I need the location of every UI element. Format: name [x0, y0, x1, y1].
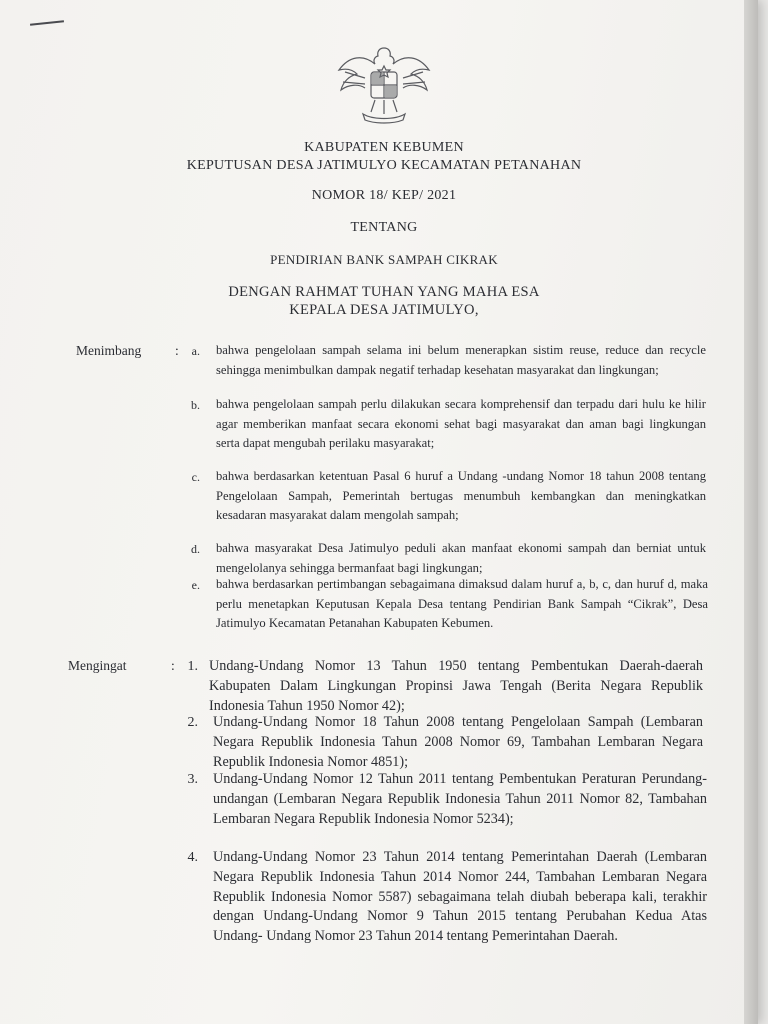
header-kepala: KEPALA DESA JATIMULYO,: [289, 302, 479, 318]
mengingat-colon: :: [171, 658, 175, 673]
mengingat-num-3: 3.: [187, 772, 198, 787]
menimbang-letter-e: e.: [191, 578, 200, 592]
header-tentang: TENTANG: [350, 220, 418, 235]
garuda-emblem-icon: [335, 42, 433, 126]
header-rahmat: DENGAN RAHMAT TUHAN YANG MAHA ESA: [228, 284, 540, 300]
menimbang-letter-c: c.: [191, 470, 200, 484]
mengingat-num-4: 4.: [187, 850, 198, 865]
mengingat-item-2: Undang-Undang Nomor 18 Tahun 2008 tentang Pengelolaan Sampah (Lembaran Negara Republik Indonesia Tahun 2008 Nomor 69, Tambahan Lembaran Negara Republik Indonesia Nomor 4851);: [213, 714, 703, 770]
menimbang-colon: :: [175, 343, 179, 358]
menimbang-item-e: bahwa berdasarkan pertimbangan sebagaimana dimaksud dalam huruf a, b, c, dan huruf d, maka perlu menetapkan Keputusan Kepala Desa tentang Pendirian Bank Sampah “Cikrak”, Desa Jatimulyo Kecamatan Petanahan Kabupaten Kebumen.: [216, 577, 708, 630]
mengingat-item-1: Undang-Undang Nomor 13 Tahun 1950 tentang Pembentukan Daerah-daerah Kabupaten Dalam Lingkungan Propinsi Jawa Tengah (Berita Negara Republik Indonesia Tahun 1950 Nomor 42);: [209, 658, 703, 714]
menimbang-label: Menimbang: [76, 343, 142, 358]
mengingat-label: Mengingat: [68, 658, 127, 673]
mengingat-num-1: 1.: [187, 659, 198, 674]
menimbang-item-d: bahwa masyarakat Desa Jatimulyo peduli akan manfaat ekonomi sampah dan berniat untuk mengelolanya sehingga bermanfaat bagi lingkungan;: [216, 541, 706, 575]
menimbang-letter-a: a.: [191, 344, 200, 358]
header-nomor: NOMOR 18/ KEP/ 2021: [311, 188, 457, 203]
menimbang-item-b: bahwa pengelolaan sampah perlu dilakukan secara komprehensif dan terpadu dari hulu ke hilir agar memberikan manfaat secara ekonomi sehat bagi masyarakat dan aman bagi lingkungan serta dapat mengubah perilaku masyarakat;: [216, 397, 706, 450]
menimbang-letter-b: b.: [191, 398, 200, 412]
pen-mark: [30, 20, 64, 26]
header-kabupaten: KABUPATEN KEBUMEN: [304, 140, 464, 155]
mengingat-item-4: Undang-Undang Nomor 23 Tahun 2014 tentang Pemerintahan Daerah (Lembaran Negara Republik Indonesia Tahun 2014 Nomor 244, Tambahan Lembaran Negara Republik Indonesia Nomor 5587) sebagaimana telah diubah beberapa kali, terakhir dengan Undang-Undang Nomor 9 Tahun 2015 tentang Perubahan Kedua Atas Undang- Undang Nomor 23 Tahun 2014 tentang Pemerintahan Daerah.: [213, 849, 707, 945]
header-keputusan: KEPUTUSAN DESA JATIMULYO KECAMATAN PETANAHAN: [186, 158, 582, 173]
header-perihal: PENDIRIAN BANK SAMPAH CIKRAK: [270, 252, 498, 267]
menimbang-letter-d: d.: [191, 542, 200, 556]
menimbang-item-c: bahwa berdasarkan ketentuan Pasal 6 huruf a Undang -undang Nomor 18 tahun 2008 tentang Pengelolaan Sampah, Pemerintah bertugas menumbuh kembangkan dan meningkatkan kesadaran masyarakat dalam mengolah sampah;: [216, 469, 706, 522]
mengingat-num-2: 2.: [187, 715, 198, 730]
mengingat-item-3: Undang-Undang Nomor 12 Tahun 2011 tentang Pembentukan Peraturan Perundang-undangan (Lembaran Negara Republik Indonesia Tahun 2011 Nomor 82, Tambahan Lembaran Negara Republik Indonesia Nomor 5234);: [213, 771, 707, 827]
menimbang-item-a: bahwa pengelolaan sampah selama ini belum menerapkan sistim reuse, reduce dan recycle sehingga menimbulkan dampak negatif terhadap kesehatan masyarakat dan lingkungan;: [216, 343, 706, 377]
